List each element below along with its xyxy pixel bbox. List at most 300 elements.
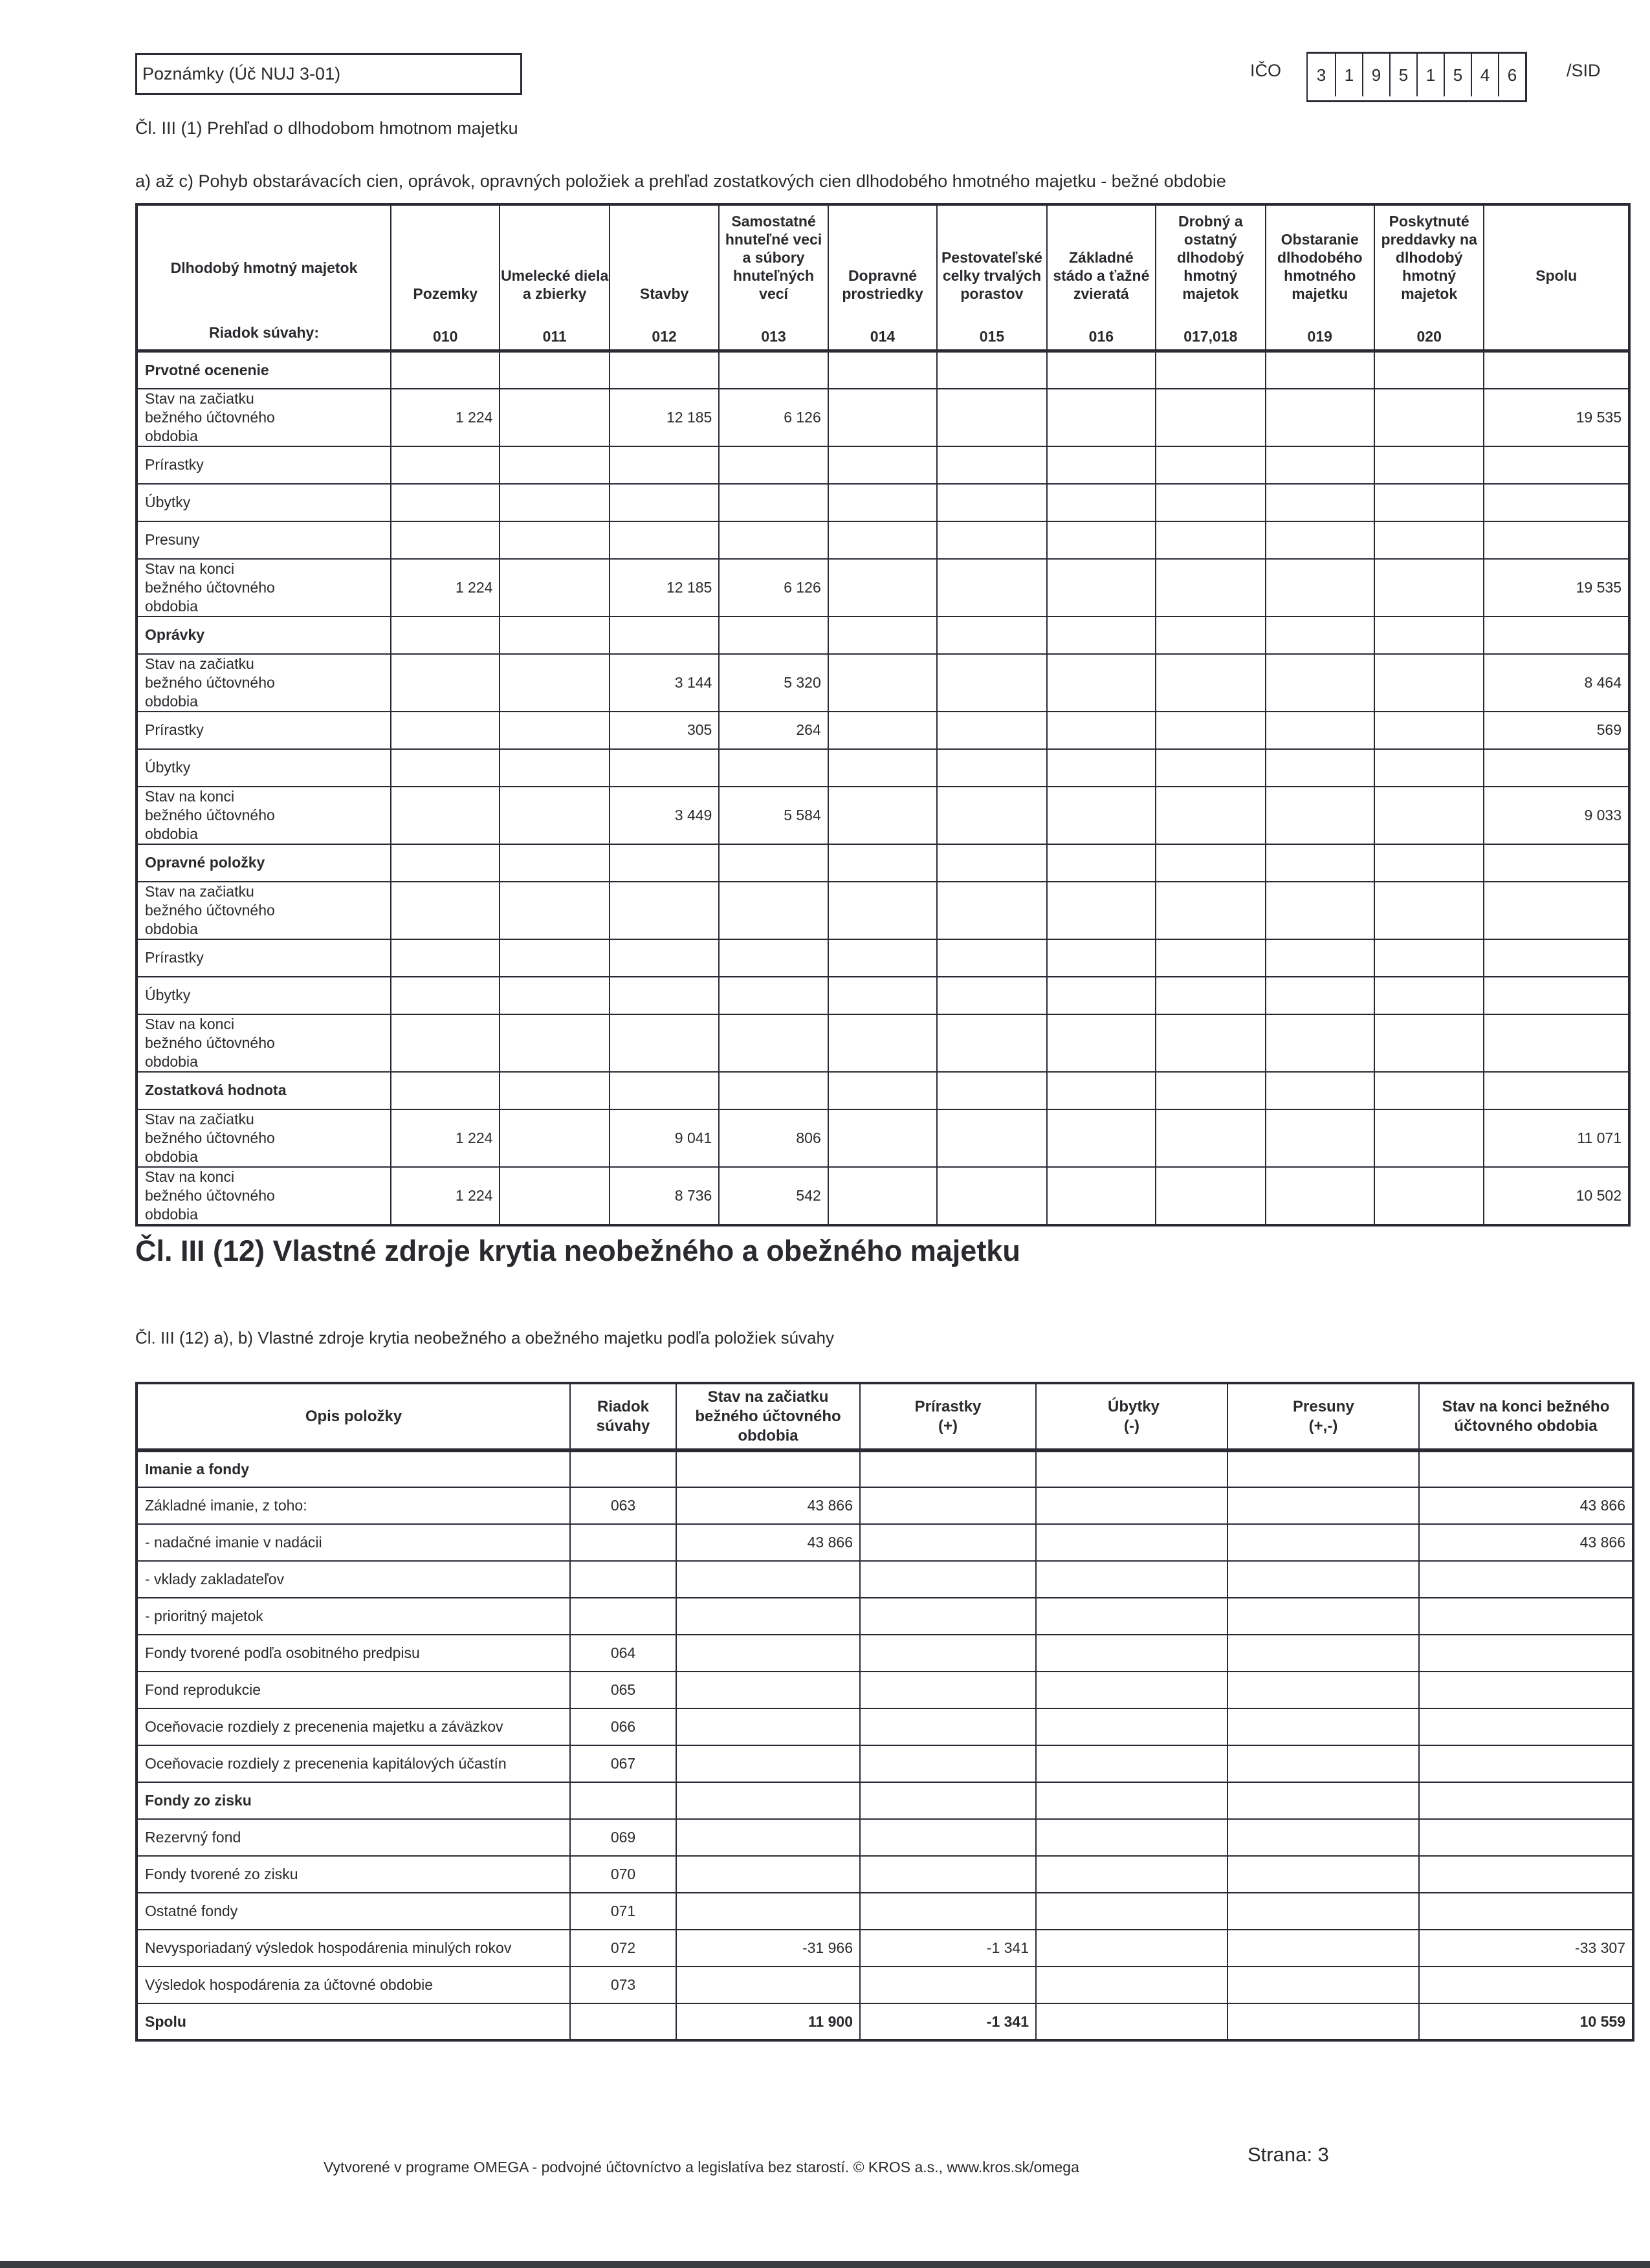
value-cell	[1266, 484, 1374, 521]
value-cell	[860, 1856, 1036, 1893]
table-row	[137, 1561, 1633, 1598]
value-cell: -1 341	[860, 1930, 1036, 1967]
table-section-row	[137, 1450, 1633, 1487]
value-cell	[391, 712, 500, 749]
form-id-box	[135, 53, 522, 95]
table-row	[137, 1487, 1633, 1524]
table-row	[137, 1856, 1633, 1893]
row-code: 066	[570, 1708, 676, 1745]
value-cell	[1227, 1450, 1419, 1487]
value-cell: 11 900	[676, 2003, 860, 2040]
value-cell: 9 033	[1484, 787, 1629, 844]
value-cell	[1266, 1014, 1374, 1072]
value-cell	[391, 749, 500, 787]
value-cell	[1374, 351, 1484, 389]
value-cell	[1047, 1014, 1156, 1072]
value-cell	[937, 559, 1046, 616]
value-cell	[1484, 521, 1629, 559]
value-cell	[1156, 351, 1265, 389]
row-label: Opravné položky	[137, 844, 391, 882]
col-code: 011	[542, 328, 567, 345]
row-code	[570, 1524, 676, 1561]
value-cell	[828, 559, 937, 616]
value-cell	[860, 1561, 1036, 1598]
col-name: Pozemky	[413, 285, 478, 302]
row-code: 070	[570, 1856, 676, 1893]
value-cell	[1156, 749, 1265, 787]
value-cell: -1 341	[860, 2003, 1036, 2040]
col-code: 015	[979, 328, 1005, 345]
value-cell	[1227, 1745, 1419, 1782]
row-code	[570, 1450, 676, 1487]
col-header	[1156, 204, 1265, 351]
row-label: Prírastky	[137, 939, 391, 977]
value-cell: 806	[719, 1109, 828, 1167]
value-cell	[1266, 1167, 1374, 1225]
section2-subtitle: Čl. III (12) a), b) Vlastné zdroje krytia neobežného a obežného majetku podľa položiek súvahy	[135, 1328, 834, 1347]
value-cell	[1047, 787, 1156, 844]
row-label: Presuny	[137, 521, 391, 559]
value-cell	[1047, 616, 1156, 654]
row-label: Imanie a fondy	[137, 1450, 570, 1487]
row-label: Zostatková hodnota	[137, 1072, 391, 1109]
value-cell	[937, 1109, 1046, 1167]
value-cell	[1266, 351, 1374, 389]
value-cell: 3 449	[610, 787, 719, 844]
row-code	[570, 1782, 676, 1819]
value-cell	[828, 1109, 937, 1167]
value-cell	[1036, 1672, 1227, 1708]
value-cell	[1374, 389, 1484, 446]
col-header-spolu	[1484, 204, 1629, 351]
row-label: Oceňovacie rozdiely z precenenia kapitálových účastín	[137, 1745, 570, 1782]
value-cell	[1156, 1109, 1265, 1167]
value-cell	[500, 521, 609, 559]
row-label: - nadačné imanie v nadácii	[137, 1524, 570, 1561]
value-cell	[610, 939, 719, 977]
row-label: Stav na konci bežného účtovného obdobia	[137, 1167, 391, 1225]
col-header	[610, 204, 719, 351]
value-cell	[1047, 484, 1156, 521]
value-cell	[1227, 1672, 1419, 1708]
value-cell	[500, 939, 609, 977]
value-cell	[391, 521, 500, 559]
value-cell	[1266, 446, 1374, 484]
value-cell	[1227, 1856, 1419, 1893]
value-cell	[1156, 559, 1265, 616]
table-row	[137, 446, 1629, 484]
value-cell	[719, 351, 828, 389]
row-label: Prvotné ocenenie	[137, 351, 391, 389]
value-cell: 1 224	[391, 1167, 500, 1225]
col-header	[1374, 204, 1484, 351]
value-cell	[391, 446, 500, 484]
value-cell	[610, 977, 719, 1014]
col-header	[500, 204, 609, 351]
value-cell	[828, 616, 937, 654]
value-cell	[1374, 977, 1484, 1014]
table-row	[137, 1524, 1633, 1561]
value-cell	[860, 1450, 1036, 1487]
value-cell	[1047, 1167, 1156, 1225]
value-cell: 8 736	[610, 1167, 719, 1225]
value-cell	[391, 484, 500, 521]
value-cell	[500, 1072, 609, 1109]
value-cell	[500, 616, 609, 654]
value-cell	[1266, 712, 1374, 749]
value-cell	[1156, 446, 1265, 484]
value-cell	[1374, 939, 1484, 977]
value-cell: 43 866	[676, 1487, 860, 1524]
table-row	[137, 484, 1629, 521]
value-cell	[719, 1072, 828, 1109]
col-code: 020	[1416, 328, 1442, 345]
row-code: 067	[570, 1745, 676, 1782]
col-code: 014	[870, 328, 896, 345]
row-label: Nevysporiadaný výsledok hospodárenia minulých rokov	[137, 1930, 570, 1967]
value-cell	[937, 484, 1046, 521]
value-cell	[1036, 1856, 1227, 1893]
value-cell	[1419, 1856, 1633, 1893]
section1-subtitle: a) až c) Pohyb obstarávacích cien, oprávok, opravných položiek a prehľad zostatkových cien dlhodobého hmotného majetku - bežné obdobie	[135, 171, 1226, 191]
section1-title: Čl. III (1) Prehľad o dlhodobom hmotnom majetku	[135, 118, 518, 138]
value-cell: 264	[719, 712, 828, 749]
row-code-label: Riadok súvahy:	[209, 324, 319, 341]
table-row	[137, 1014, 1629, 1072]
value-cell	[1227, 1561, 1419, 1598]
value-cell	[860, 1635, 1036, 1672]
ico-digit: 5	[1444, 54, 1471, 96]
value-cell	[1227, 1967, 1419, 2003]
value-cell	[1374, 1109, 1484, 1167]
value-cell	[676, 1819, 860, 1856]
value-cell	[1374, 1072, 1484, 1109]
value-cell	[1484, 351, 1629, 389]
table-section-row	[137, 1072, 1629, 1109]
value-cell	[610, 749, 719, 787]
col-code: 019	[1307, 328, 1332, 345]
value-cell: 305	[610, 712, 719, 749]
value-cell: 6 126	[719, 559, 828, 616]
value-cell	[1266, 559, 1374, 616]
value-cell	[1156, 712, 1265, 749]
value-cell	[828, 787, 937, 844]
value-cell	[610, 844, 719, 882]
value-cell	[500, 654, 609, 712]
value-cell	[1227, 1524, 1419, 1561]
value-cell: 3 144	[610, 654, 719, 712]
value-cell	[1266, 749, 1374, 787]
value-cell: 1 224	[391, 389, 500, 446]
value-cell	[937, 1014, 1046, 1072]
value-cell	[860, 1745, 1036, 1782]
equity-sources-table	[135, 1382, 1634, 2042]
value-cell	[828, 1167, 937, 1225]
table-row	[137, 1672, 1633, 1708]
value-cell: 12 185	[610, 559, 719, 616]
col-name: Umelecké diela a zbierky	[501, 267, 609, 302]
ico-digit: 9	[1362, 54, 1389, 96]
table-row	[137, 977, 1629, 1014]
col-name: Základné stádo a ťažné zvieratá	[1053, 249, 1150, 302]
value-cell	[860, 1893, 1036, 1930]
value-cell: 1 224	[391, 559, 500, 616]
value-cell	[828, 712, 937, 749]
value-cell: 43 866	[676, 1524, 860, 1561]
value-cell	[500, 977, 609, 1014]
value-cell	[1227, 1819, 1419, 1856]
value-cell	[1156, 1072, 1265, 1109]
row-label: Fondy tvorené zo zisku	[137, 1856, 570, 1893]
value-cell	[676, 1856, 860, 1893]
value-cell	[676, 1598, 860, 1635]
value-cell	[500, 1014, 609, 1072]
value-cell: 1 224	[391, 1109, 500, 1167]
value-cell	[1419, 1450, 1633, 1487]
value-cell	[1227, 2003, 1419, 2040]
value-cell	[1036, 1893, 1227, 1930]
value-cell	[1484, 1014, 1629, 1072]
value-cell	[1484, 749, 1629, 787]
value-cell	[1036, 1967, 1227, 2003]
value-cell	[1047, 1109, 1156, 1167]
value-cell	[1156, 616, 1265, 654]
row-label: Oprávky	[137, 616, 391, 654]
value-cell	[1374, 882, 1484, 939]
col-code: 017,018	[1183, 328, 1238, 345]
ico-digit: 5	[1389, 54, 1416, 96]
value-cell	[828, 521, 937, 559]
value-cell: 43 866	[1419, 1487, 1633, 1524]
table-row	[137, 654, 1629, 712]
value-cell	[1036, 1819, 1227, 1856]
col-code: 016	[1088, 328, 1114, 345]
row-code	[570, 2003, 676, 2040]
sid-label: /SID	[1567, 61, 1601, 80]
value-cell	[1419, 1672, 1633, 1708]
value-cell	[391, 939, 500, 977]
table-row	[137, 1635, 1633, 1672]
value-cell	[828, 484, 937, 521]
row-label: Prírastky	[137, 712, 391, 749]
value-cell	[719, 521, 828, 559]
col-header	[391, 204, 500, 351]
ico-digit-boxes	[1306, 52, 1527, 102]
row-label: Stav na začiatku bežného účtovného obdobia	[137, 389, 391, 446]
value-cell	[500, 787, 609, 844]
value-cell	[500, 1109, 609, 1167]
value-cell	[828, 844, 937, 882]
value-cell	[676, 1708, 860, 1745]
value-cell	[1419, 1893, 1633, 1930]
value-cell	[1419, 1967, 1633, 2003]
value-cell	[1047, 712, 1156, 749]
value-cell	[1036, 1745, 1227, 1782]
value-cell	[391, 616, 500, 654]
value-cell: 43 866	[1419, 1524, 1633, 1561]
value-cell	[828, 654, 937, 712]
value-cell	[500, 844, 609, 882]
col-code: 013	[761, 328, 786, 345]
value-cell	[1374, 521, 1484, 559]
row-label: Stav na konci bežného účtovného obdobia	[137, 559, 391, 616]
value-cell	[1156, 882, 1265, 939]
value-cell	[1156, 1167, 1265, 1225]
value-cell: -33 307	[1419, 1930, 1633, 1967]
table-section-row	[137, 351, 1629, 389]
table-section-row	[137, 1782, 1633, 1819]
row-label: Fondy tvorené podľa osobitného predpisu	[137, 1635, 570, 1672]
value-cell	[610, 446, 719, 484]
value-cell	[1156, 654, 1265, 712]
long-term-tangible-assets-table	[135, 203, 1631, 1227]
value-cell	[1374, 712, 1484, 749]
value-cell	[676, 1561, 860, 1598]
value-cell	[500, 749, 609, 787]
value-cell	[1266, 844, 1374, 882]
value-cell	[1266, 389, 1374, 446]
row-code: 069	[570, 1819, 676, 1856]
col-name: Drobný a ostatný dlhodobý hmotný majetok	[1177, 213, 1244, 302]
value-cell	[1484, 1072, 1629, 1109]
value-cell	[1047, 559, 1156, 616]
value-cell	[1156, 844, 1265, 882]
value-cell	[1266, 787, 1374, 844]
col-header-end-balance: Stav na konci bežného účtovného obdobia	[1419, 1383, 1633, 1450]
row-label: Stav na začiatku bežného účtovného obdobia	[137, 1109, 391, 1167]
row-code	[570, 1598, 676, 1635]
label-header-text: Dlhodobý hmotný majetok	[170, 259, 358, 276]
value-cell	[1374, 787, 1484, 844]
value-cell	[1266, 882, 1374, 939]
value-cell	[719, 844, 828, 882]
row-label: Rezervný fond	[137, 1819, 570, 1856]
value-cell	[500, 882, 609, 939]
value-cell	[1419, 1635, 1633, 1672]
value-cell	[391, 1014, 500, 1072]
table-total-row	[137, 2003, 1633, 2040]
value-cell: 10 559	[1419, 2003, 1633, 2040]
value-cell	[860, 1708, 1036, 1745]
value-cell: 6 126	[719, 389, 828, 446]
value-cell: 5 320	[719, 654, 828, 712]
col-header	[1047, 204, 1156, 351]
row-label: Úbytky	[137, 977, 391, 1014]
value-cell	[937, 446, 1046, 484]
col-header-additions: Prírastky (+)	[860, 1383, 1036, 1450]
value-cell	[1266, 1072, 1374, 1109]
form-id: Poznámky (Úč NUJ 3-01)	[142, 64, 341, 83]
value-cell	[719, 484, 828, 521]
row-code: 063	[570, 1487, 676, 1524]
value-cell	[1036, 1782, 1227, 1819]
table-row	[137, 1109, 1629, 1167]
value-cell	[1419, 1745, 1633, 1782]
value-cell	[937, 654, 1046, 712]
ico-digit: 1	[1335, 54, 1362, 96]
value-cell	[391, 882, 500, 939]
col-name: Poskytnuté preddavky na dlhodobý hmotný majetok	[1381, 213, 1477, 302]
value-cell	[937, 521, 1046, 559]
table-row	[137, 1167, 1629, 1225]
row-label: Fondy zo zisku	[137, 1782, 570, 1819]
value-cell: 9 041	[610, 1109, 719, 1167]
value-cell	[500, 712, 609, 749]
row-code: 071	[570, 1893, 676, 1930]
value-cell	[1374, 654, 1484, 712]
section2-heading: Čl. III (12) Vlastné zdroje krytia neobežného a obežného majetku	[135, 1234, 1020, 1267]
value-cell: 10 502	[1484, 1167, 1629, 1225]
col-name: Samostatné hnuteľné veci a súbory hnuteľných vecí	[725, 213, 822, 302]
value-cell	[1036, 1450, 1227, 1487]
value-cell: 569	[1484, 712, 1629, 749]
row-label: Úbytky	[137, 749, 391, 787]
value-cell	[500, 559, 609, 616]
row-label: Stav na začiatku bežného účtovného obdobia	[137, 654, 391, 712]
value-cell	[1484, 939, 1629, 977]
row-label: Výsledok hospodárenia za účtovné obdobie	[137, 1967, 570, 2003]
value-cell	[860, 1487, 1036, 1524]
value-cell	[1036, 1598, 1227, 1635]
row-label: Prírastky	[137, 446, 391, 484]
row-label: - vklady zakladateľov	[137, 1561, 570, 1598]
table-row	[137, 559, 1629, 616]
table-row	[137, 749, 1629, 787]
value-cell	[1419, 1598, 1633, 1635]
col-name: Spolu	[1535, 267, 1578, 284]
value-cell	[1266, 654, 1374, 712]
value-cell	[610, 521, 719, 559]
value-cell	[1419, 1561, 1633, 1598]
value-cell	[610, 351, 719, 389]
value-cell	[1266, 939, 1374, 977]
value-cell	[676, 1635, 860, 1672]
table-row	[137, 882, 1629, 939]
value-cell	[1036, 1930, 1227, 1967]
value-cell	[1227, 1635, 1419, 1672]
value-cell	[937, 389, 1046, 446]
value-cell	[1047, 749, 1156, 787]
value-cell	[391, 844, 500, 882]
value-cell	[1419, 1819, 1633, 1856]
value-cell	[1484, 977, 1629, 1014]
value-cell	[500, 484, 609, 521]
value-cell	[500, 389, 609, 446]
value-cell	[937, 1167, 1046, 1225]
table-row	[137, 1819, 1633, 1856]
row-code: 064	[570, 1635, 676, 1672]
value-cell	[937, 939, 1046, 977]
row-code: 072	[570, 1930, 676, 1967]
value-cell	[391, 787, 500, 844]
value-cell	[1227, 1708, 1419, 1745]
table-row	[137, 1967, 1633, 2003]
value-cell	[719, 939, 828, 977]
value-cell	[1047, 389, 1156, 446]
value-cell	[676, 1782, 860, 1819]
value-cell	[1036, 1635, 1227, 1672]
value-cell	[719, 882, 828, 939]
value-cell	[1227, 1782, 1419, 1819]
value-cell	[828, 1072, 937, 1109]
value-cell	[1047, 882, 1156, 939]
value-cell: 5 584	[719, 787, 828, 844]
row-label: - prioritný majetok	[137, 1598, 570, 1635]
value-cell	[1419, 1708, 1633, 1745]
value-cell	[828, 351, 937, 389]
value-cell	[1036, 1708, 1227, 1745]
table-section-row	[137, 616, 1629, 654]
